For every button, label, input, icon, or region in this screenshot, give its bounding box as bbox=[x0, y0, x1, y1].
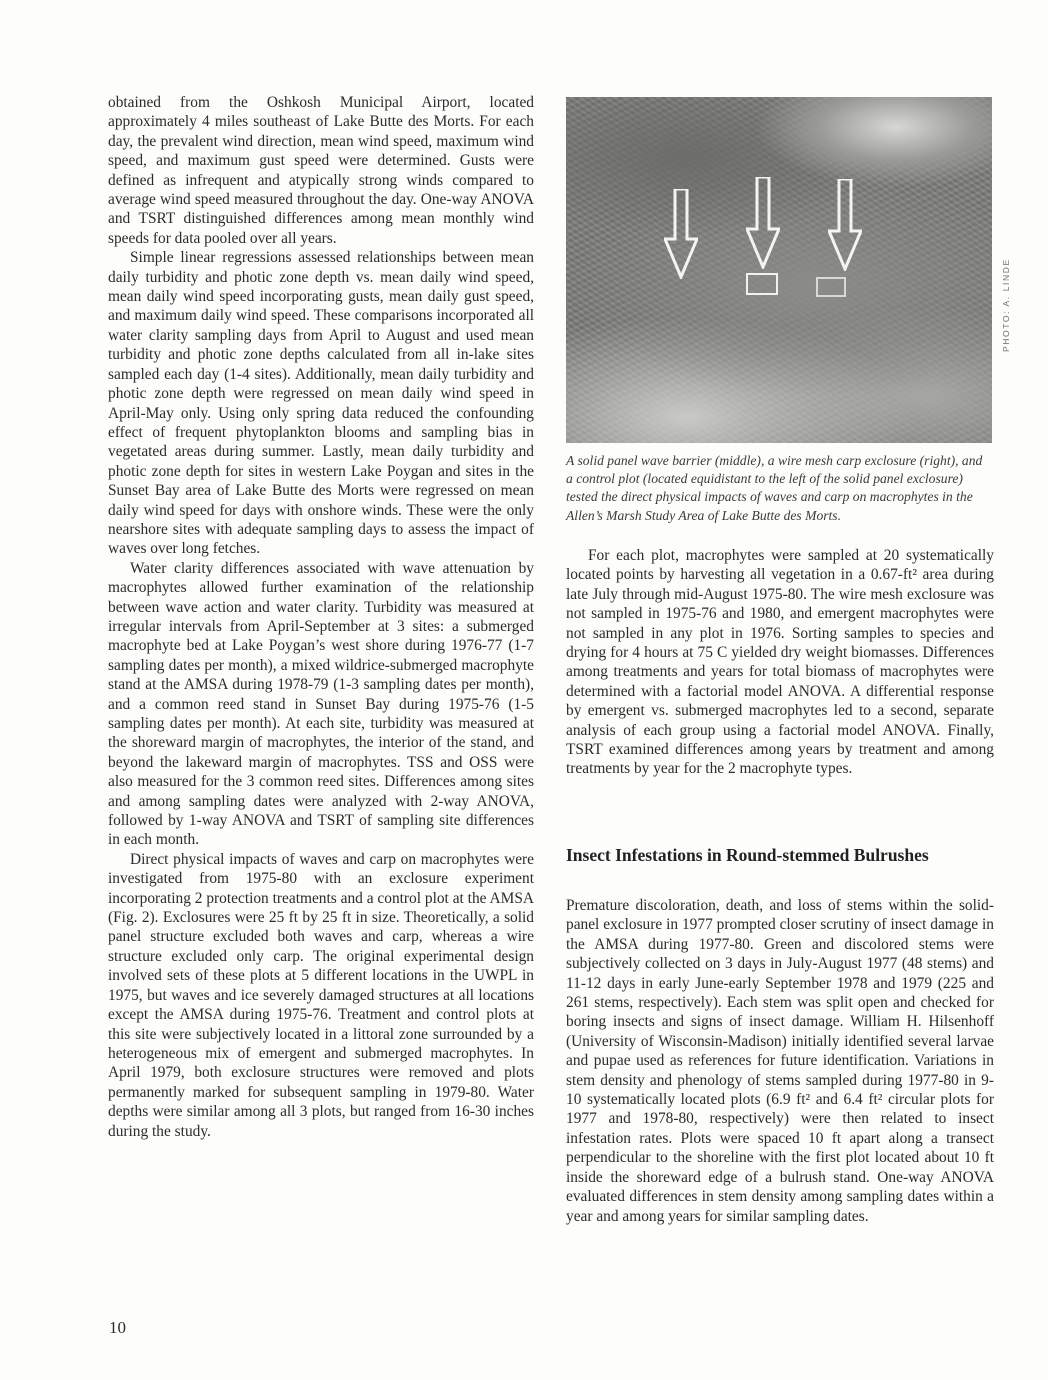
left-text-column bbox=[108, 93, 534, 1141]
paragraph: Simple linear regressions assessed relationships between mean daily turbidity and photic zone depth vs. mean daily wind speed, mean daily wind speed incorporating gusts, mean daily gust speed, and maximum daily wind speed. These comparisons incorporated all water clarity sampling days from April to August and used mean turbidity and photic zone depths calculated from all in-lake sites sampled each day (1-4 sites). Additionally, mean daily turbidity and photic zone depth were regressed on mean daily wind speed in April-May only. Using only spring data reduced the confounding effect of frequent phytoplankton blooms and sampling bias in vegetated areas during summer. Lastly, mean daily turbidity and photic zone depth for sites in western Lake Poygan and sites in the Sunset Bay area of Lake Butte des Morts were regressed on mean daily wind speed for days with onshore winds. These were the only nearshore sites with adequate sampling days to assess the impact of waves over long fetches. bbox=[108, 249, 534, 558]
exclosure-photo bbox=[566, 97, 992, 443]
photo-caption: A solid panel wave barrier (middle), a wire mesh carp exclosure (right), and a control plot (located equidistant to the left of the solid panel exclosure) tested the direct physical impacts of waves and carp on macrophytes in the Allen’s Marsh Study Area of Lake Butte des Morts. bbox=[566, 453, 983, 523]
page-number: 10 bbox=[109, 1318, 126, 1337]
paragraph: Direct physical impacts of waves and carp on macrophytes were investigated from 1975-80 with an exclosure experiment incorporating 2 protection treatments and a control plot at the AMSA (Fig. 2). Exclosures were 25 ft by 25 ft in size. Theoretically, a solid panel structure excluded both waves and carp, whereas a wire structure excluded only carp. The original experimental design involved sets of these plots at 5 different locations in the UWPL in 1975, but waves and ice severely damaged structures at all locations except the AMSA during 1975-76. Treatment and control plots at this site were subjectively located in a littoral zone surrounded by a heterogeneous mix of emergent and submerged macrophytes. In April 1979, both exclosure structures were removed and plots permanently marked for subsequent sampling in 1979-80. Water depths were similar among all 3 plots, but ranged from 16-30 inches during the study. bbox=[108, 850, 534, 1140]
wire-mesh-exclosure bbox=[816, 277, 846, 297]
solid-panel-exclosure bbox=[746, 273, 778, 295]
section-heading: Insect Infestations in Round-stemmed Bulrushes bbox=[566, 845, 929, 865]
arrow-right-icon bbox=[828, 179, 862, 271]
photo-credit: PHOTO: A. LINDE bbox=[1001, 258, 1011, 352]
paragraph: Water clarity differences associated with wave attenuation by macrophytes allowed further examination of the relationship between wave action and water clarity. Turbidity was measured at irregular intervals from April-September at 3 sites: a submerged macrophyte bed at Lake Poygan’s west shore during 1976-77 (1-7 sampling dates per month), a mixed wildrice-submerged macrophyte stand at the AMSA during 1978-79 (1-3 sampling dates per month), and a common reed stand in Sunset Bay during 1975-76 (1-5 sampling dates per month). At each site, turbidity was measured at the shoreward margin of macrophytes, the interior of the stand, and beyond the lakeward margin of macrophytes. TSS and OSS were also measured for the 3 common reed sites. Differences among sites and among sampling dates were analyzed with 2-way ANOVA, followed by 1-way ANOVA and TSRT of sampling site differences in each month. bbox=[108, 559, 534, 849]
right-text-column bbox=[566, 546, 994, 779]
arrow-middle-icon bbox=[746, 177, 780, 269]
paragraph: obtained from the Oshkosh Municipal Airport, located approximately 4 miles southeast of Lake Butte des Morts. For each day, the prevalent wind direction, mean wind speed, maximum wind speed, and maximum gust speed were determined. Gusts were defined as infrequent and atypically strong winds compared to average wind speed measured throughout the day. One-way ANOVA and TSRT distinguished differences among mean monthly wind speeds for data pooled over all years. bbox=[108, 94, 534, 247]
right-text-column-section bbox=[566, 896, 994, 1226]
arrow-left-icon bbox=[664, 189, 698, 279]
paragraph: Premature discoloration, death, and loss of stems within the solid-panel exclosure in 1977 prompted closer scrutiny of insect damage in the AMSA during 1977-80. Green and discolored stems were subjectively collected on 3 days in July-August 1977 (48 stems) and 11-12 days in early June-early September 1978 and 1979 (225 and 261 stems, respectively). Each stem was split open and checked for boring insects and signs of insect damage. William H. Hilsenhoff (University of Wisconsin-Madison) initially identified several larvae and pupae used as references for future identification. Variations in stem density and phenology of stems sampled during 1977-80 in 9-10 systematically located plots (6.9 ft² and 6.4 ft² circular plots for 1977 and 1978-80, respectively) were then related to insect infestation rates. Plots were spaced 10 ft apart along a transect perpendicular to the shoreline with the first plot located about 10 ft inside the shoreward edge of a bulrush stand. One-way ANOVA evaluated differences in stem density among sampling dates within a year and among years for similar sampling dates. bbox=[566, 897, 994, 1225]
paragraph: For each plot, macrophytes were sampled at 20 systematically located points by harvesting all vegetation in a 0.67-ft² area during late July through mid-August 1975-80. The wire mesh exclosure was not sampled in 1975-76 and 1980, and emergent macrophytes were not sampled in any plot in 1976. Sorting samples to species and drying for 4 hours at 75 C yielded dry weight biomasses. Differences among treatments and years for total biomass of macrophytes were determined with a factorial model ANOVA. A differential response by emergent vs. submerged macrophytes led to a second, separate analysis of each group using a factorial model ANOVA. Finally, TSRT examined differences among years by treatment and among treatments by year for the 2 macrophyte types. bbox=[566, 547, 994, 778]
